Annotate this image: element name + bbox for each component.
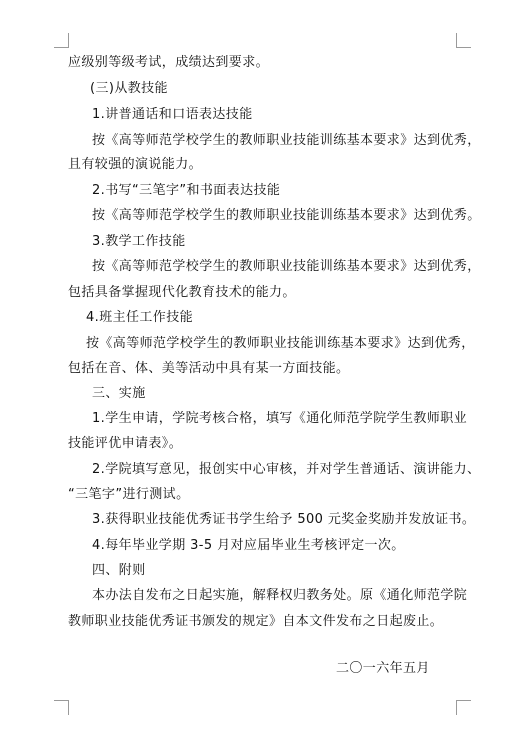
text-line: 应级别等级考试，成绩达到要求。 bbox=[68, 55, 270, 70]
crop-mark-top-left bbox=[54, 33, 69, 48]
text-line: 按《高等师范学校学生的教师职业技能训练基本要求》达到优秀， bbox=[92, 259, 481, 274]
text-line: 3.获得职业技能优秀证书学生给予 500 元奖金奖励并发放证书。 bbox=[92, 512, 476, 527]
subsection-heading: 4.班主任工作技能 bbox=[86, 310, 194, 325]
text-line: 教师职业技能优秀证书颁发的规定》自本文件发布之日起废止。 bbox=[68, 614, 444, 629]
text-line: 本办法自发布之日起实施，解释权归教务处。原《通化师范学院 bbox=[92, 588, 468, 603]
section-heading: (三)从教技能 bbox=[90, 81, 168, 96]
text-line: 且有较强的演说能力。 bbox=[68, 157, 203, 172]
crop-mark-bottom-right bbox=[456, 700, 471, 715]
text-line: 包括具备掌握现代化教育技术的能力。 bbox=[68, 285, 296, 300]
text-line: “三笔字”进行测试。 bbox=[68, 487, 190, 502]
text-line: 包括在音、体、美等活动中具有某一方面技能。 bbox=[68, 361, 350, 376]
section-heading: 三、实施 bbox=[92, 386, 146, 401]
crop-mark-bottom-left bbox=[54, 700, 69, 715]
text-line: 2.学院填写意见，报创实中心审核，并对学生普通话、演讲能力、 bbox=[92, 462, 481, 477]
text-line: 按《高等师范学校学生的教师职业技能训练基本要求》达到优秀， bbox=[92, 133, 481, 148]
document-date: 二〇一六年五月 bbox=[336, 661, 430, 676]
subsection-heading: 2.书写“三笔字”和书面表达技能 bbox=[92, 183, 281, 198]
text-line: 按《高等师范学校学生的教师职业技能训练基本要求》达到优秀， bbox=[86, 336, 475, 351]
text-line: 技能评优申请表》。 bbox=[68, 436, 183, 451]
crop-mark-top-right bbox=[456, 33, 471, 48]
subsection-heading: 1.讲普通话和口语表达技能 bbox=[92, 107, 253, 122]
section-heading: 四、附则 bbox=[92, 563, 146, 578]
text-line: 1.学生申请，学院考核合格，填写《通化师范学院学生教师职业 bbox=[92, 411, 468, 426]
text-line: 4.每年毕业学期 3-5 月对应届毕业生考核评定一次。 bbox=[92, 538, 405, 553]
text-line: 按《高等师范学校学生的教师职业技能训练基本要求》达到优秀。 bbox=[92, 208, 481, 223]
subsection-heading: 3.教学工作技能 bbox=[92, 234, 186, 249]
